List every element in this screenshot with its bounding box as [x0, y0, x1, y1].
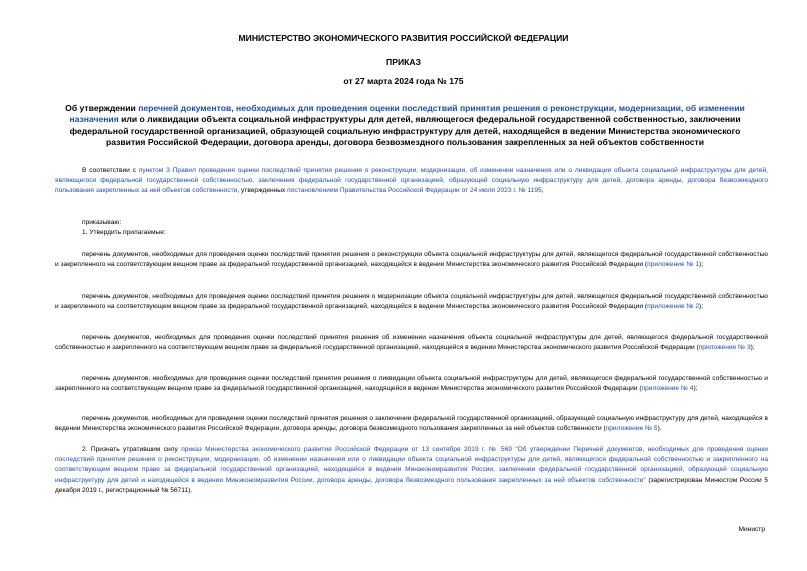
title-suffix: или о ликвидации объекта социальной инфраструктуры для детей, являющегося федеральной государственной собственностью, заключении федеральной государственной организацией, образующей социальную инфраструктуру для детей, находящейся в ведении Министерства экономического развития Российской Федерации, договора аренды, договора безвозмездного пользования закрепленных за ней объектов собственности — [69, 114, 741, 148]
rules-link[interactable]: пунктом 3 Правил проведения оценки последствий принятия решения о реконструкции, модернизации, об изменении назначения или о ликвидации объекта социальной инфраструктуры для детей, являющегося федеральной государственной собственностью, заключения федеральной государственной организацией, образующей социальную инфраструктуру для детей, договора аренды, договора безвозмездного пользования закрепленных за ней объектов собственности — [55, 167, 768, 195]
list-item-text: перечень документов, необходимых для проведения оценки последствий принятия решения о заключении федеральной государственной организацией, образующей социальную инфраструктуру для детей, находящейся в ведении Министерства экономического развития Российской Федерации, договора аренды, договора безвозмездного пользования закрепленных за ней объектов собственности ( — [55, 415, 768, 433]
appendix-2-link[interactable]: приложение № 2 — [647, 303, 699, 311]
preamble-text-1: В соответствии с — [82, 167, 139, 174]
item-2-text-1: 2. Признать утратившим силу — [82, 446, 182, 453]
title-prefix: Об утверждении — [65, 103, 139, 113]
list-item-3 — [55, 333, 768, 353]
preamble-text-3: , — [541, 187, 544, 195]
prikazyvayu-text: приказываю: — [82, 219, 122, 226]
appendix-4-link[interactable]: приложение № 4 — [641, 385, 694, 393]
repealed-order-link[interactable]: приказ Министерства экономического развития Российской Федерации от 13 сентября 2019 г. № 569 "Об утверждении Перечней документов, необходимых для проведения оценки последствий принятия решения о реконструкции, модернизации, об изменении назначения или о ликвидации объекта социальной инфраструктуры для детей, являющегося федеральной собственностью и закрепленного на соответствующем вещном праве за федеральной государственной организацией, находящейся в ведении Минэкономразвития России, заключении федеральной государственной организацией, образующей социальную инфраструктуру для детей и находящейся в ведении Минэкономразвития России, договора аренды, договора безвозмездного пользования закрепленных за ней объектов собственности" — [55, 446, 768, 484]
appendix-1-link[interactable]: приложение № 1 — [647, 261, 699, 269]
list-item-5 — [55, 414, 768, 434]
list-item-2 — [55, 292, 768, 312]
item-1-text: 1. Утвердить прилагаемые: — [82, 229, 166, 236]
list-item-end: ); — [699, 303, 704, 311]
signature-title: Министр — [738, 526, 765, 533]
list-item-end: ); — [750, 344, 755, 352]
item-2-text-2: (зарегистрирован Минюстом России 5 декабря 2019 г., регистрационный № 56711). — [55, 476, 769, 494]
document-title — [55, 103, 755, 149]
order-date-number: от 27 марта 2024 года № 175 — [343, 76, 464, 86]
ministry-name: МИНИСТЕРСТВО ЭКОНОМИЧЕСКОГО РАЗВИТИЯ РОССИЙСКОЙ ФЕДЕРАЦИИ — [238, 33, 569, 43]
list-item-text: перечень документов, необходимых для проведения оценки последствий принятия решения о модернизации объекта социальной инфраструктуры для детей, являющегося федеральной государственной собственностью и закрепленного на соответствующем вещном праве за федеральной государственной организацией, находящейся в ведении Министерства экономического развития Российской Федерации ( — [55, 293, 768, 311]
title-link[interactable]: перечней документов, необходимых для проведения оценки последствий принятия решения о реконструкции, модернизации, об изменении назначения — [69, 103, 745, 125]
list-item-4 — [55, 374, 768, 394]
preamble-paragraph — [55, 166, 768, 197]
list-item-end: ); — [699, 261, 704, 269]
preamble-text-2: , утвержденных — [237, 187, 288, 195]
government-decree-link[interactable]: постановлением Правительства Российской Федерации от 24 июля 2023 г. № 1195 — [287, 187, 542, 195]
appendix-3-link[interactable]: приложение № 3 — [698, 344, 751, 352]
list-item-text: перечень документов, необходимых для проведения оценки последствий принятия решения о ликвидации объекта социальной инфраструктуры для детей, являющегося федеральной государственной собственностью и закрепленного на соответствующем вещном праве за федеральной государственной организацией, находящейся в ведении Министерства экономического развития Российской Федерации ( — [55, 375, 768, 393]
document-type: ПРИКАЗ — [386, 57, 421, 67]
list-item-text: перечень документов, необходимых для проведения оценки последствий принятия решения о реконструкции объекта социальной инфраструктуры для детей, являющегося федеральной государственной собственностью и закрепленного на соответствующем вещном праве за федеральной государственной организацией, находящейся в ведении Министерства экономического развития Российской Федерации ( — [55, 251, 768, 269]
list-item-end: ). — [657, 425, 662, 433]
item-2-paragraph — [55, 445, 768, 496]
list-item-text: перечень документов, необходимых для проведения оценки последствий принятия решения об изменении назначения объекта социальной инфраструктуры для детей, являющегося федеральной государственной собственностью и закрепленного на соответствующем вещном праве за федеральной государственной организацией, находящейся в ведении Министерства экономического развития Российской Федерации ( — [55, 334, 768, 352]
list-item-1 — [55, 250, 768, 270]
list-item-end: ); — [693, 385, 698, 393]
appendix-5-link[interactable]: приложение № 5 — [605, 425, 658, 433]
